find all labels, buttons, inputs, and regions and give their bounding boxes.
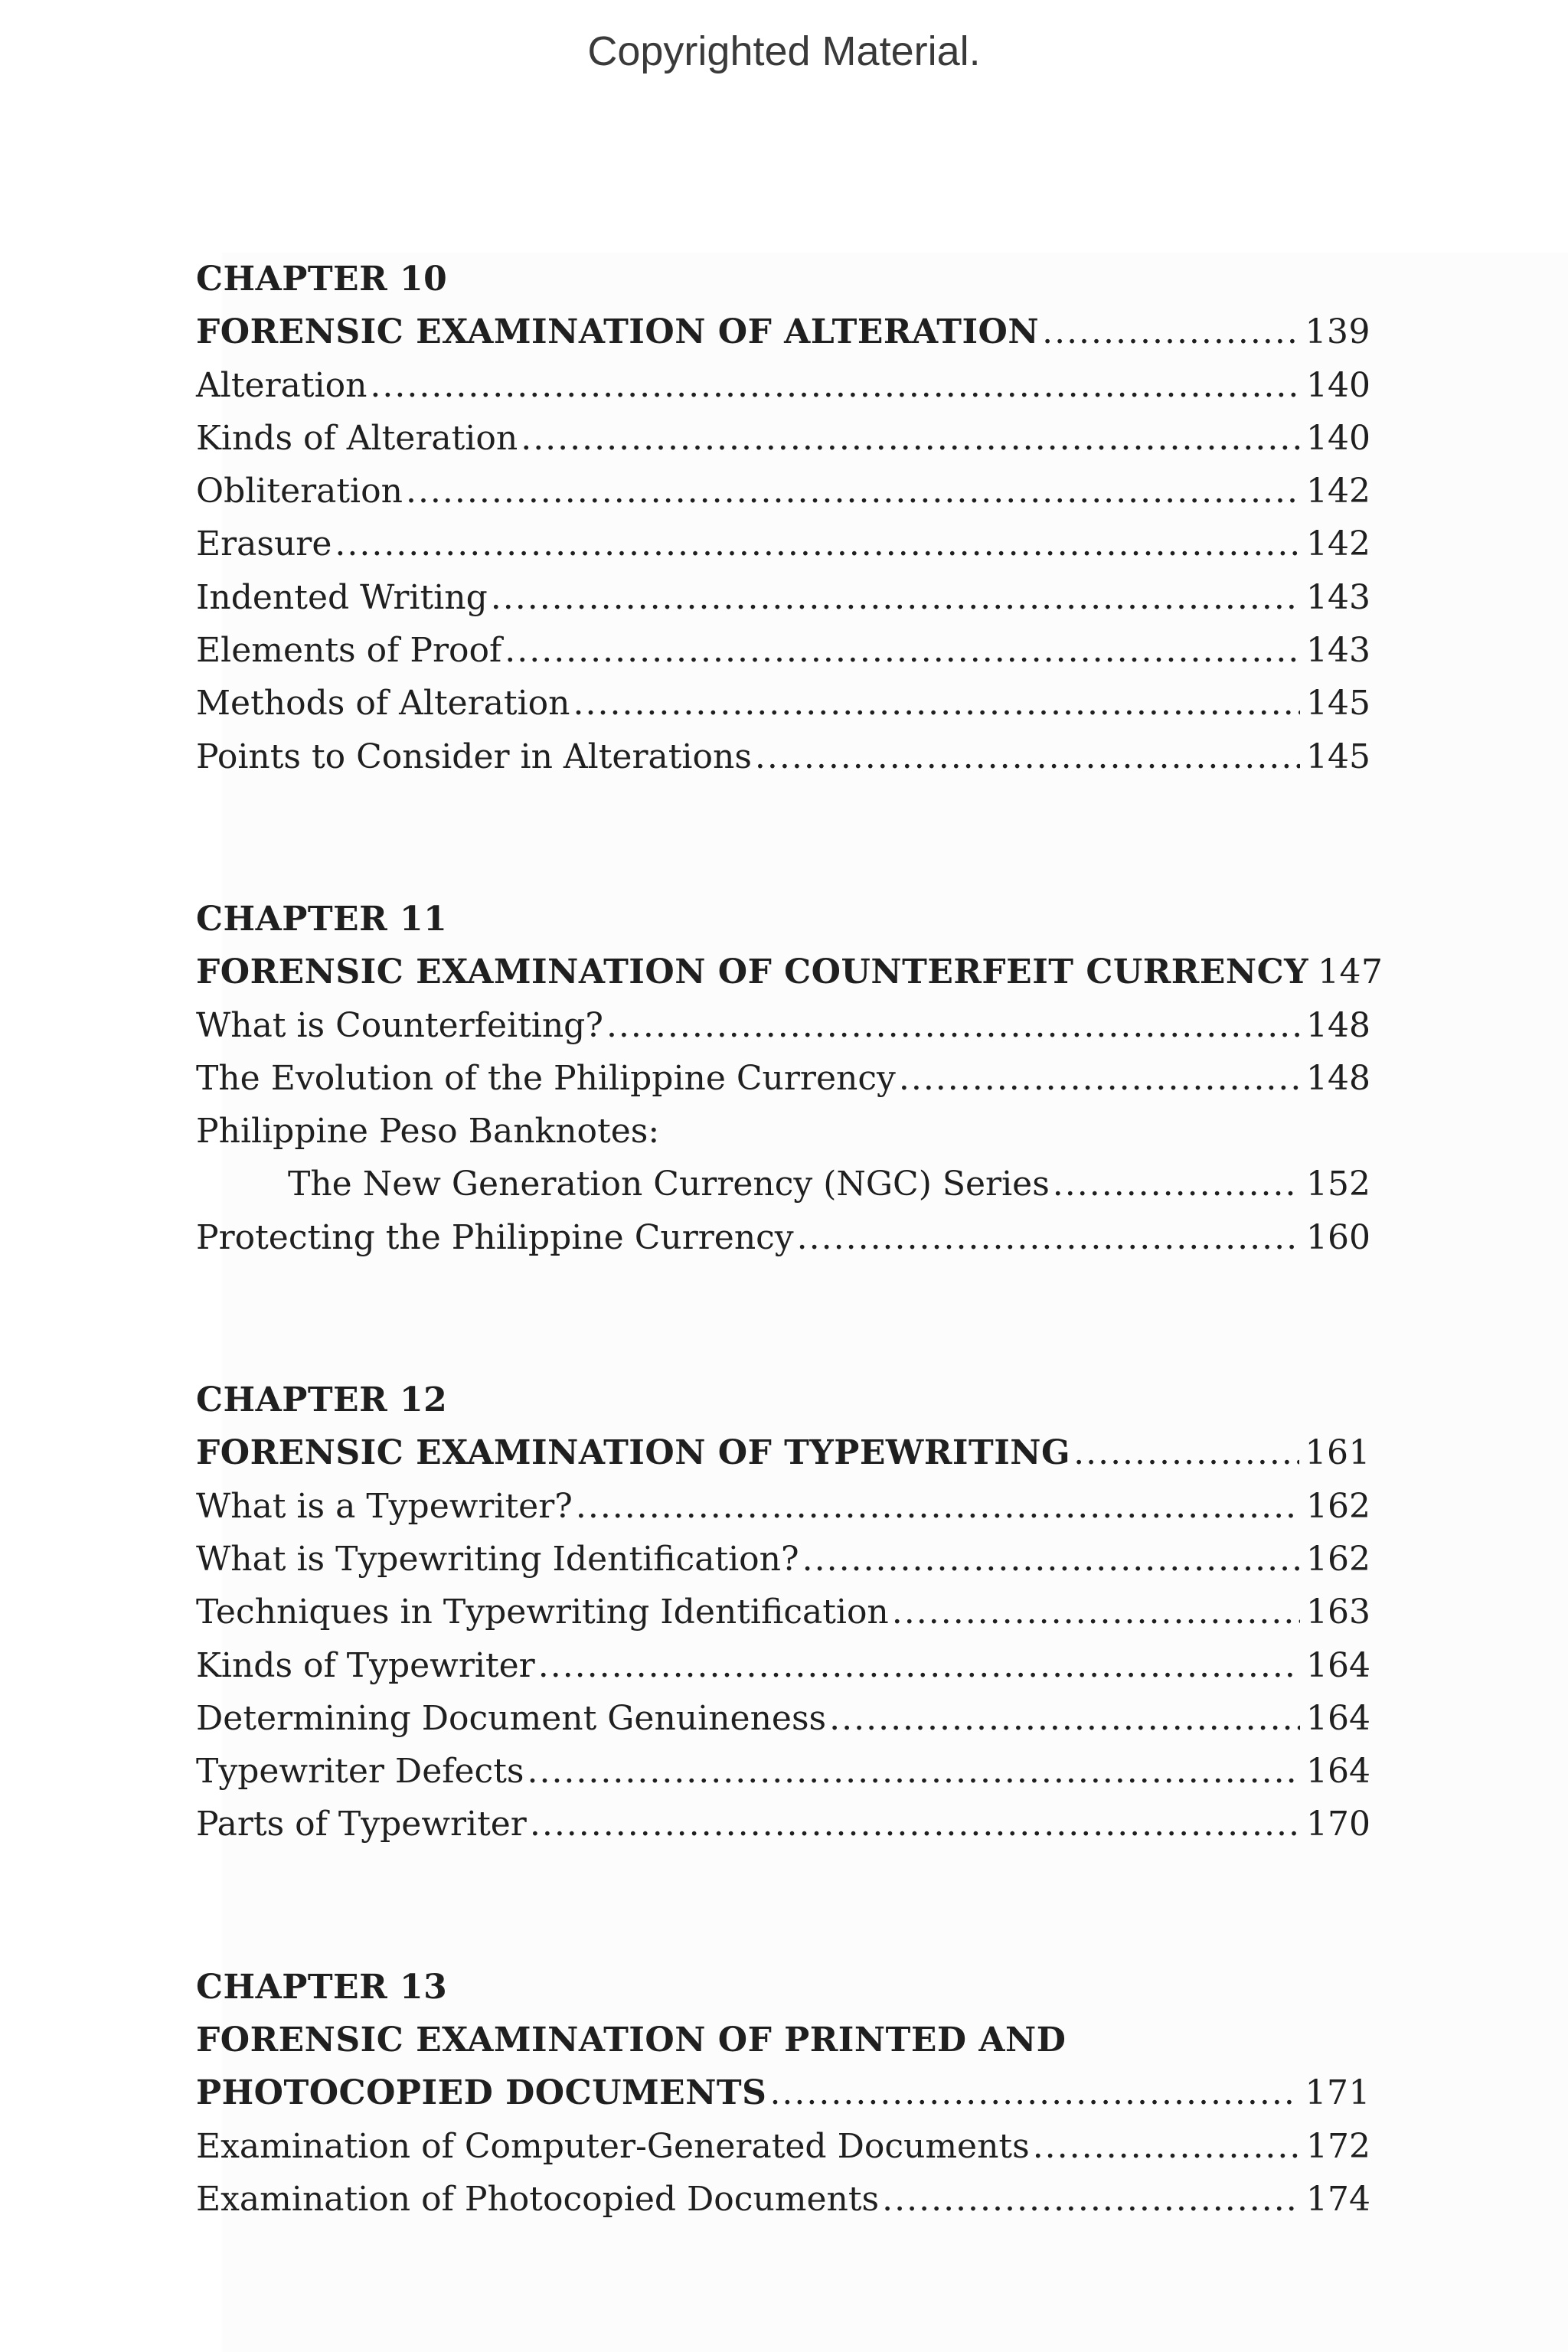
page-number: 145 <box>1306 737 1370 776</box>
leader-dots <box>335 518 1300 570</box>
page-number: 147 <box>1318 952 1383 992</box>
leader-dots <box>882 2173 1300 2226</box>
chapter-11-section <box>196 893 1383 1264</box>
toc-entry[interactable]: Parts of Typewriter ..... 170 <box>196 1798 1370 1851</box>
toc-entry[interactable]: Determining Document Genuineness ..... 164 <box>196 1692 1370 1745</box>
page-number: 145 <box>1306 684 1370 724</box>
toc-entry[interactable]: The New Generation Currency (NGC) Series ..... 152 <box>196 1158 1370 1210</box>
toc-entry[interactable]: The Evolution of the Philippine Currency ..... 148 <box>196 1052 1370 1105</box>
page-number: 172 <box>1306 2126 1370 2166</box>
chapter-title[interactable]: FORENSIC EXAMINATION OF COUNTERFEIT CURRENCY 147 <box>196 946 1370 998</box>
toc-entry[interactable]: Erasure ..... 142 <box>196 518 1370 570</box>
toc-entry[interactable]: Protecting the Philippine Currency ..... 160 <box>196 1211 1370 1264</box>
copyright-header: Copyrighted Material. <box>587 28 981 74</box>
leader-dots <box>829 1692 1300 1745</box>
leader-dots <box>521 412 1300 465</box>
chapter-10-section <box>196 253 1370 783</box>
leader-dots <box>527 1745 1300 1798</box>
leader-dots <box>576 1480 1300 1533</box>
toc-entry[interactable]: Kinds of Alteration ..... 140 <box>196 412 1370 465</box>
leader-dots <box>370 359 1300 412</box>
leader-dots <box>892 1586 1300 1638</box>
page-number: 140 <box>1306 365 1370 405</box>
page-number: 148 <box>1306 1058 1370 1098</box>
toc-entry-heading: Philippine Peso Banknotes: <box>196 1112 660 1152</box>
leader-dots <box>802 1533 1300 1586</box>
leader-dots <box>491 571 1300 624</box>
page-number: 139 <box>1305 312 1370 352</box>
chapter-title-line-1[interactable]: FORENSIC EXAMINATION OF PRINTED AND <box>196 2020 1067 2060</box>
page-number: 164 <box>1306 1698 1370 1738</box>
page-number: 162 <box>1306 1486 1370 1526</box>
toc-entry[interactable]: Obliteration ..... 142 <box>196 465 1370 518</box>
page-number: 163 <box>1306 1592 1370 1632</box>
toc-entry[interactable]: Kinds of Typewriter ..... 164 <box>196 1639 1370 1692</box>
toc-entry[interactable]: What is Typewriting Identification? ..... 162 <box>196 1533 1370 1586</box>
toc-entry[interactable]: Examination of Computer-Generated Documents ..... 172 <box>196 2120 1370 2173</box>
leader-dots <box>755 730 1300 783</box>
page-number: 161 <box>1305 1433 1370 1473</box>
page-number: 142 <box>1306 472 1370 511</box>
chapter-title[interactable]: FORENSIC EXAMINATION OF TYPEWRITING ..... 161 <box>196 1426 1370 1479</box>
toc-entry[interactable]: Elements of Proof ..... 143 <box>196 624 1370 677</box>
chapter-label: CHAPTER 12 <box>196 1380 448 1420</box>
leader-dots <box>1033 2120 1300 2173</box>
toc-entry[interactable]: Alteration ..... 140 <box>196 359 1370 412</box>
page-number: 164 <box>1306 1752 1370 1792</box>
page-number: 170 <box>1306 1805 1370 1844</box>
page-number: 162 <box>1306 1539 1370 1579</box>
toc-entry[interactable]: What is a Typewriter? ..... 162 <box>196 1480 1370 1533</box>
chapter-title[interactable]: FORENSIC EXAMINATION OF ALTERATION ..... 139 <box>196 305 1370 358</box>
page-number: 171 <box>1305 2073 1370 2113</box>
chapter-label: CHAPTER 13 <box>196 1967 448 2007</box>
chapter-label: CHAPTER 10 <box>196 260 448 299</box>
page-number: 174 <box>1306 2179 1370 2219</box>
toc-entry[interactable]: Typewriter Defects ..... 164 <box>196 1745 1370 1798</box>
chapter-12-section <box>196 1374 1370 1851</box>
leader-dots <box>505 624 1300 677</box>
chapter-label: CHAPTER 11 <box>196 899 448 939</box>
leader-dots <box>606 999 1300 1052</box>
toc-entry[interactable]: What is Counterfeiting? ..... 148 <box>196 999 1370 1052</box>
page-number: 164 <box>1306 1645 1370 1685</box>
leader-dots <box>1073 1426 1298 1479</box>
chapter-title-line-2[interactable]: PHOTOCOPIED DOCUMENTS ..... 171 <box>196 2066 1370 2119</box>
leader-dots <box>769 2066 1298 2119</box>
page-number: 148 <box>1306 1005 1370 1045</box>
leader-dots <box>899 1052 1300 1105</box>
page-number: 142 <box>1306 524 1370 564</box>
page-number: 143 <box>1306 631 1370 671</box>
toc-entry[interactable]: Techniques in Typewriting Identification ..... 163 <box>196 1586 1370 1638</box>
chapter-13-section <box>196 1961 1370 2226</box>
page-number: 143 <box>1306 577 1370 617</box>
leader-dots <box>530 1798 1300 1851</box>
page-number: 140 <box>1306 418 1370 458</box>
toc-entry[interactable]: Indented Writing ..... 143 <box>196 571 1370 624</box>
page-number: 160 <box>1306 1217 1370 1257</box>
leader-dots <box>406 465 1300 518</box>
toc-entry[interactable]: Points to Consider in Alterations ..... 145 <box>196 730 1370 783</box>
leader-dots <box>1042 305 1298 358</box>
toc-entry[interactable]: Methods of Alteration ..... 145 <box>196 677 1370 730</box>
page-number: 152 <box>1306 1165 1370 1204</box>
leader-dots <box>538 1639 1300 1692</box>
table-of-contents <box>196 253 1383 2226</box>
leader-dots <box>573 677 1301 730</box>
leader-dots <box>1053 1158 1300 1210</box>
leader-dots <box>797 1211 1300 1264</box>
toc-entry[interactable]: Examination of Photocopied Documents ..... 174 <box>196 2173 1370 2226</box>
